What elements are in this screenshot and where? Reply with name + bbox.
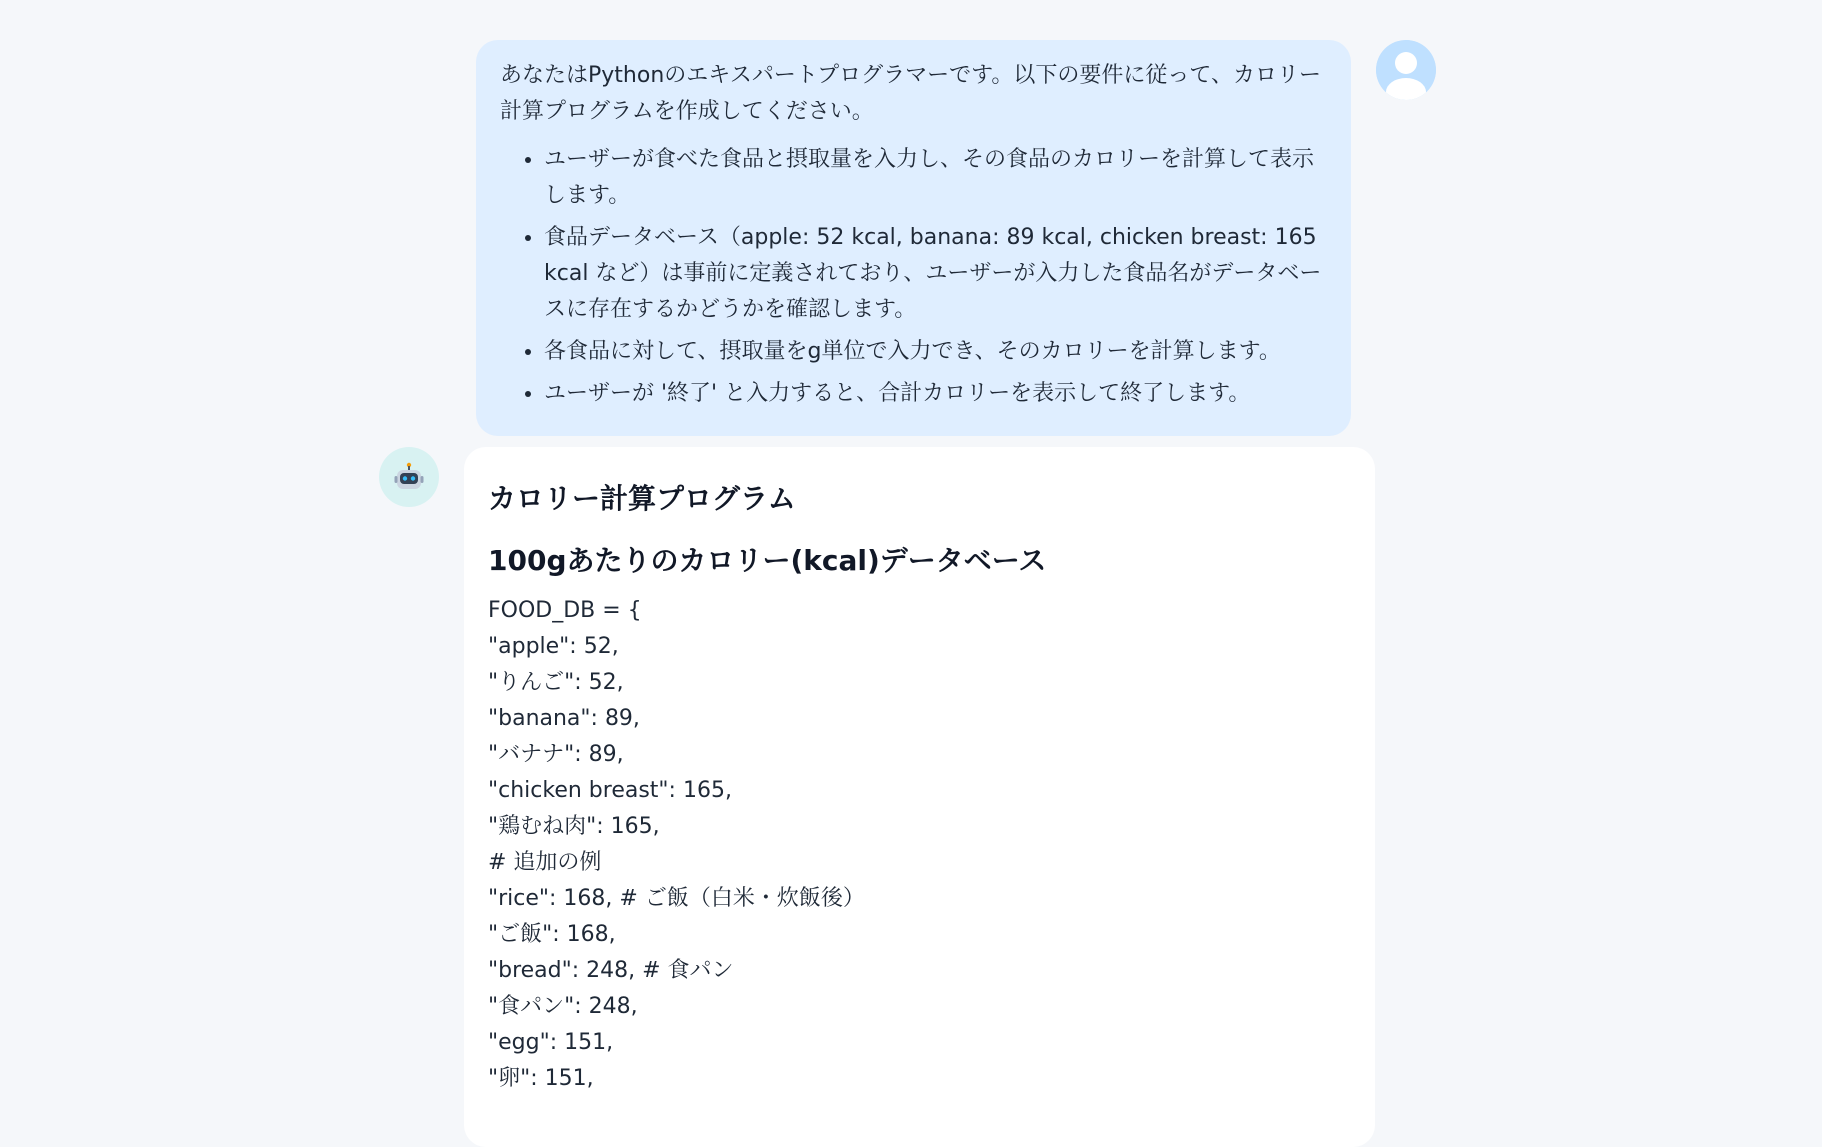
code-block xyxy=(488,593,1351,1097)
code-line: "egg": 151, xyxy=(488,1030,614,1055)
code-line: "バナナ": 89, xyxy=(488,742,624,767)
code-line: # 追加の例 xyxy=(488,850,602,875)
list-item: • 食品データベース（apple: 52 kcal, banana: 89 kcal, chicken breast: 165 kcal など）は事前に定義されており、ユーザーが入力した食品名がデータベースに存在するかどうかを確認します。 xyxy=(544,220,1327,328)
code-line: "りんご": 52, xyxy=(488,670,624,695)
code-line: "食パン": 248, xyxy=(488,994,638,1019)
list-item: • ユーザーが '終了' と入力すると、合計カロリーを表示して終了します。 xyxy=(544,376,1327,412)
user-avatar-icon xyxy=(1376,40,1436,100)
list-item: • ユーザーが食べた食品と摂取量を入力し、その食品のカロリーを計算して表示します。 xyxy=(544,142,1327,214)
code-line: "rice": 168, # ご飯（白米・炊飯後） xyxy=(488,886,865,911)
requirements-list xyxy=(500,142,1327,412)
code-line: "ご飯": 168, xyxy=(488,922,616,947)
code-line: "鶏むね肉": 165, xyxy=(488,814,660,839)
user-message-bubble xyxy=(476,40,1351,436)
list-item: • 各食品に対して、摂取量をg単位で入力でき、そのカロリーを計算します。 xyxy=(544,334,1327,370)
code-line: "apple": 52, xyxy=(488,634,619,659)
code-line: "bread": 248, # 食パン xyxy=(488,958,734,983)
user-message-intro: あなたはPythonのエキスパートプログラマーです。以下の要件に従って、カロリー計算プログラムを作成してください。 xyxy=(500,63,1321,124)
code-line: "chicken breast": 165, xyxy=(488,778,732,803)
code-line: FOOD_DB = { xyxy=(488,598,642,623)
robot-icon xyxy=(379,447,439,507)
response-subtitle: 100gあたりのカロリー(kcal)データベース xyxy=(488,544,1047,577)
assistant-message-card xyxy=(464,447,1375,1147)
code-line: "banana": 89, xyxy=(488,706,640,731)
response-title: カロリー計算プログラム xyxy=(488,482,796,515)
code-line: "卵": 151, xyxy=(488,1066,594,1091)
